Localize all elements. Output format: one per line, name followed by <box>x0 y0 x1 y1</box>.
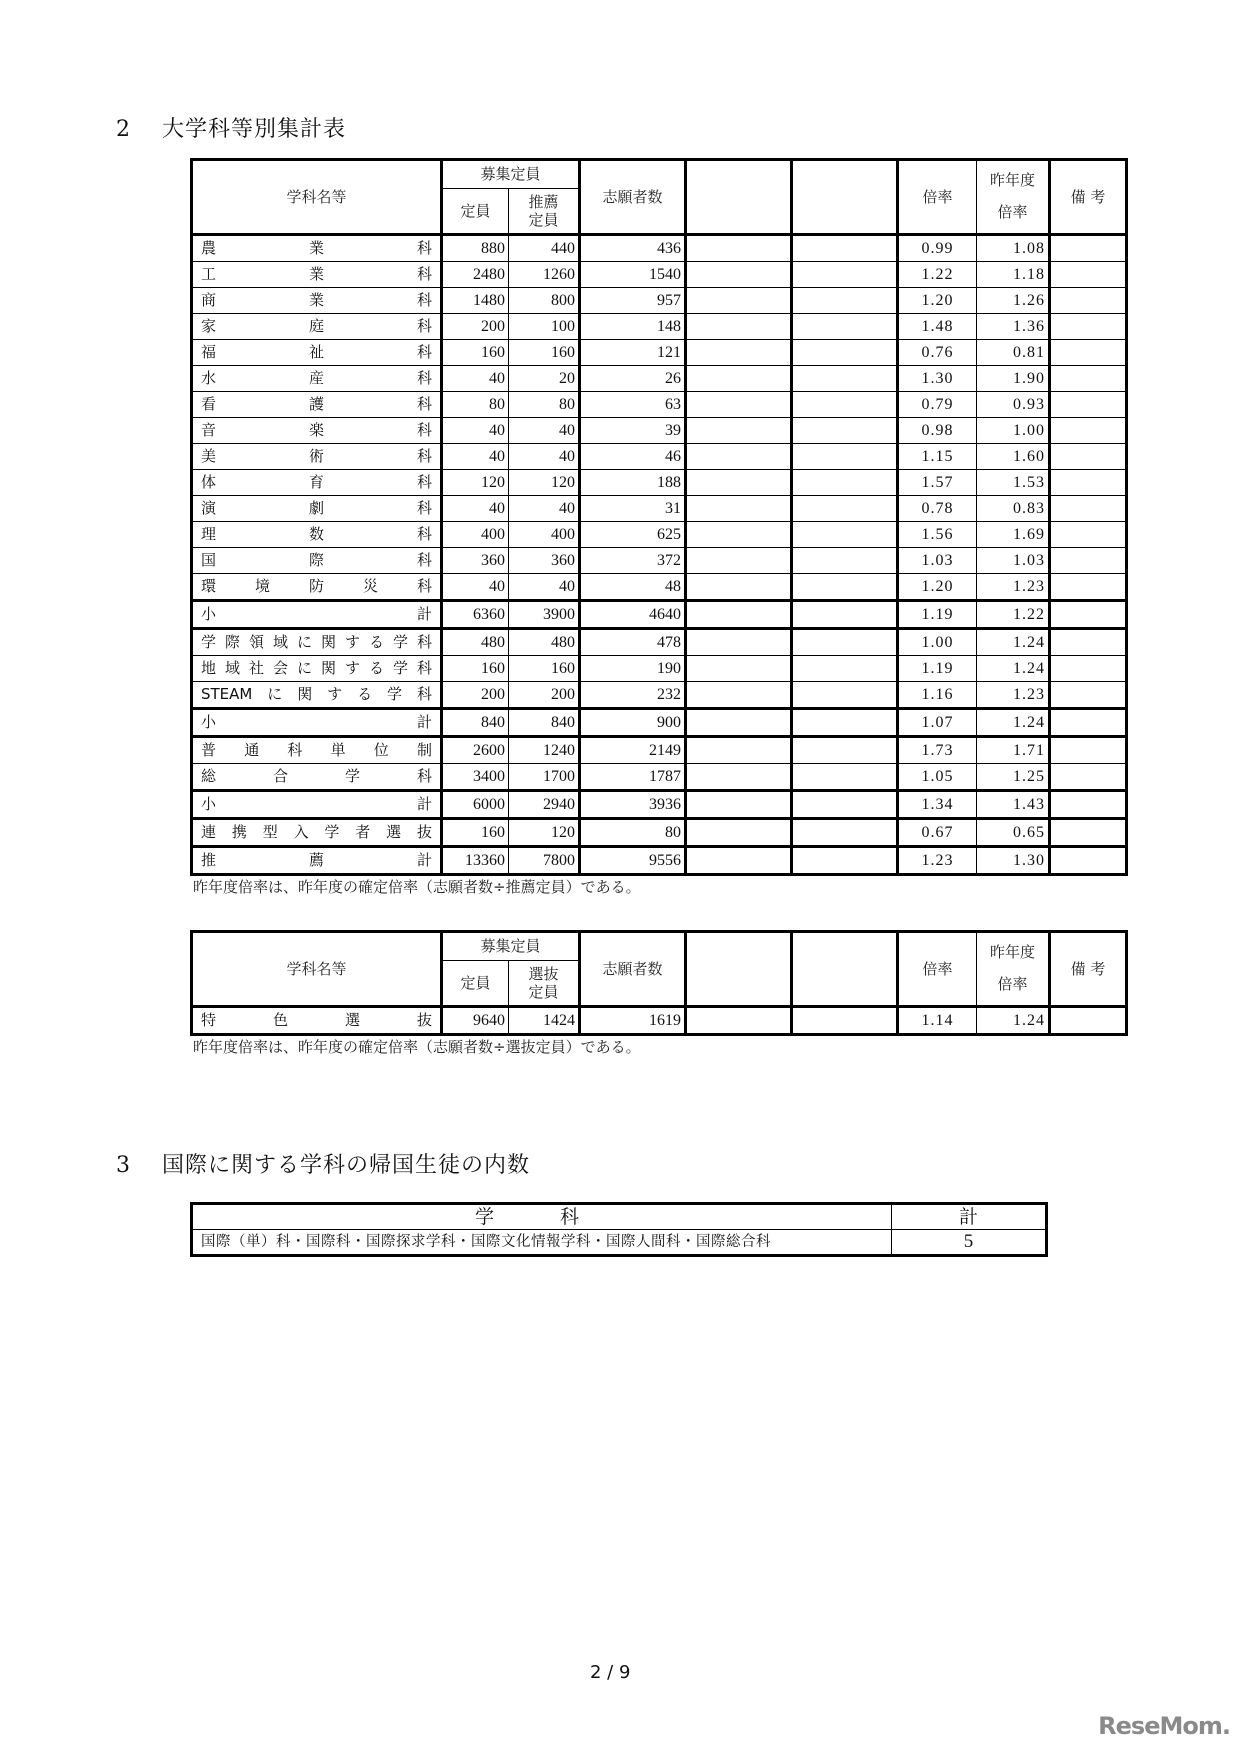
blank-cell <box>686 709 792 737</box>
dept-name: 小計 <box>192 601 442 629</box>
quota: 7800 <box>509 847 580 875</box>
capacity: 40 <box>442 418 509 444</box>
table-row <box>192 496 1127 522</box>
blank-cell <box>792 314 898 340</box>
dept-name: 地域社会に関する学科 <box>192 656 442 682</box>
capacity: 40 <box>442 574 509 601</box>
dept-name: 体育科 <box>192 470 442 496</box>
subtotal-row <box>192 601 1127 629</box>
header-ratio: 倍率 <box>898 160 977 235</box>
blank-cell <box>792 629 898 656</box>
header-ratio: 倍率 <box>898 932 977 1007</box>
capacity: 160 <box>442 656 509 682</box>
blank-cell <box>686 791 792 819</box>
applicants: 188 <box>580 470 686 496</box>
prev-ratio: 0.81 <box>977 340 1050 366</box>
table-row <box>192 366 1127 392</box>
prev-ratio: 1.69 <box>977 522 1050 548</box>
ratio: 1.30 <box>898 366 977 392</box>
blank-cell <box>792 847 898 875</box>
quota: 1260 <box>509 262 580 288</box>
header-dept-name: 学科名等 <box>192 932 442 1007</box>
blank-cell <box>686 288 792 314</box>
ratio: 1.14 <box>898 1007 977 1035</box>
ratio: 1.05 <box>898 764 977 791</box>
table-row <box>192 629 1127 656</box>
dept-name: 農業科 <box>192 235 442 262</box>
header-recruitment: 募集定員 <box>442 160 580 189</box>
header-applicants: 志願者数 <box>580 932 686 1007</box>
quota: 160 <box>509 656 580 682</box>
quota: 40 <box>509 496 580 522</box>
remarks <box>1050 847 1127 875</box>
quota: 40 <box>509 574 580 601</box>
prev-ratio: 1.53 <box>977 470 1050 496</box>
prev-ratio: 1.60 <box>977 444 1050 470</box>
ratio: 0.67 <box>898 819 977 847</box>
applicants: 232 <box>580 682 686 709</box>
section-3-number: 3 <box>116 1153 131 1178</box>
applicants: 372 <box>580 548 686 574</box>
capacity: 480 <box>442 629 509 656</box>
dept-name: 音楽科 <box>192 418 442 444</box>
ratio: 1.20 <box>898 574 977 601</box>
prev-ratio: 1.26 <box>977 288 1050 314</box>
prev-ratio: 1.90 <box>977 366 1050 392</box>
subtotal-row <box>192 847 1127 875</box>
ratio: 1.03 <box>898 548 977 574</box>
dept-name: 国際科 <box>192 548 442 574</box>
blank-cell <box>792 548 898 574</box>
blank-cell <box>686 847 792 875</box>
quota: 100 <box>509 314 580 340</box>
blank-cell <box>792 418 898 444</box>
capacity: 40 <box>442 496 509 522</box>
header-prev-ratio-line1: 昨年度 <box>990 943 1036 961</box>
capacity: 160 <box>442 819 509 847</box>
dept-name: 普通科単位制 <box>192 737 442 764</box>
applicants: 80 <box>580 819 686 847</box>
capacity: 9640 <box>442 1007 509 1035</box>
capacity: 6000 <box>442 791 509 819</box>
prev-ratio: 1.22 <box>977 601 1050 629</box>
blank-cell <box>686 656 792 682</box>
ratio: 0.99 <box>898 235 977 262</box>
dept-name: 福祉科 <box>192 340 442 366</box>
quota: 160 <box>509 340 580 366</box>
blank-cell <box>686 470 792 496</box>
capacity: 13360 <box>442 847 509 875</box>
table-row <box>192 314 1127 340</box>
capacity: 120 <box>442 470 509 496</box>
section-2-title <box>116 112 346 143</box>
ratio: 1.19 <box>898 601 977 629</box>
table-row <box>192 737 1127 764</box>
prev-ratio: 1.43 <box>977 791 1050 819</box>
prev-ratio: 0.83 <box>977 496 1050 522</box>
quota: 480 <box>509 629 580 656</box>
header-total: 計 <box>892 1204 1047 1230</box>
remarks <box>1050 574 1127 601</box>
prev-ratio: 1.08 <box>977 235 1050 262</box>
capacity: 840 <box>442 709 509 737</box>
ratio: 1.73 <box>898 737 977 764</box>
blank-cell <box>686 629 792 656</box>
header-quota-line2: 定員 <box>528 211 559 230</box>
ratio: 1.34 <box>898 791 977 819</box>
capacity: 360 <box>442 548 509 574</box>
blank-cell <box>792 709 898 737</box>
remarks <box>1050 819 1127 847</box>
blank-cell <box>792 1007 898 1035</box>
applicants: 9556 <box>580 847 686 875</box>
blank-cell <box>686 235 792 262</box>
blank-cell <box>686 764 792 791</box>
remarks <box>1050 601 1127 629</box>
blank-cell <box>792 574 898 601</box>
dept-name: 看護科 <box>192 392 442 418</box>
table-row <box>192 444 1127 470</box>
table-row <box>192 548 1127 574</box>
remarks <box>1050 392 1127 418</box>
header-quota-line1: 推薦 <box>528 193 559 212</box>
applicants: 48 <box>580 574 686 601</box>
header-capacity: 定員 <box>442 189 509 235</box>
ratio: 0.98 <box>898 418 977 444</box>
prev-ratio: 1.71 <box>977 737 1050 764</box>
remarks <box>1050 522 1127 548</box>
quota: 1700 <box>509 764 580 791</box>
department-summary-table <box>190 158 1128 876</box>
applicants: 478 <box>580 629 686 656</box>
ratio: 1.19 <box>898 656 977 682</box>
dept-name: 学際領域に関する学科 <box>192 629 442 656</box>
blank-cell <box>686 737 792 764</box>
prev-ratio: 1.30 <box>977 847 1050 875</box>
table-row <box>192 470 1127 496</box>
blank-cell <box>792 262 898 288</box>
returnee-students-table <box>190 1202 1048 1257</box>
capacity: 80 <box>442 392 509 418</box>
dept-name: 美術科 <box>192 444 442 470</box>
blank-cell <box>792 288 898 314</box>
table-row <box>192 340 1127 366</box>
capacity: 3400 <box>442 764 509 791</box>
special-selection-table <box>190 930 1128 1036</box>
dept-name: 小計 <box>192 709 442 737</box>
blank-cell <box>792 392 898 418</box>
quota: 1424 <box>509 1007 580 1035</box>
dept-list: 国際（単）科・国際科・国際探求学科・国際文化情報学科・国際人間科・国際総合科 <box>192 1230 892 1256</box>
blank-cell <box>792 366 898 392</box>
remarks <box>1050 314 1127 340</box>
capacity: 40 <box>442 444 509 470</box>
applicants: 31 <box>580 496 686 522</box>
remarks <box>1050 656 1127 682</box>
capacity: 200 <box>442 314 509 340</box>
capacity: 6360 <box>442 601 509 629</box>
returnee-total: 5 <box>892 1230 1047 1256</box>
ratio: 1.16 <box>898 682 977 709</box>
remarks <box>1050 444 1127 470</box>
table-row <box>192 574 1127 601</box>
blank-cell <box>686 262 792 288</box>
table-row <box>192 522 1127 548</box>
blank-cell <box>792 496 898 522</box>
blank-cell <box>686 548 792 574</box>
applicants: 1540 <box>580 262 686 288</box>
blank-cell <box>792 470 898 496</box>
blank-cell <box>792 764 898 791</box>
applicants: 46 <box>580 444 686 470</box>
table1-note: 昨年度倍率は、昨年度の確定倍率（志願者数÷推薦定員）である。 <box>193 878 641 896</box>
header-blank-1 <box>686 160 792 235</box>
remarks <box>1050 709 1127 737</box>
capacity: 160 <box>442 340 509 366</box>
ratio: 1.56 <box>898 522 977 548</box>
ratio: 1.22 <box>898 262 977 288</box>
applicants: 436 <box>580 235 686 262</box>
quota: 800 <box>509 288 580 314</box>
page-number: 2 / 9 <box>590 1662 631 1683</box>
section-3-title <box>116 1148 530 1179</box>
blank-cell <box>686 1007 792 1035</box>
header-prev-ratio-line2: 倍率 <box>997 975 1028 993</box>
applicants: 121 <box>580 340 686 366</box>
applicants: 957 <box>580 288 686 314</box>
prev-ratio: 1.24 <box>977 656 1050 682</box>
header-quota <box>509 961 580 1007</box>
prev-ratio: 1.03 <box>977 548 1050 574</box>
header-blank-2 <box>792 160 898 235</box>
dept-name: 特色選抜 <box>192 1007 442 1035</box>
blank-cell <box>686 392 792 418</box>
blank-cell <box>792 791 898 819</box>
quota: 3900 <box>509 601 580 629</box>
header-dept: 学 科 <box>192 1204 892 1230</box>
blank-cell <box>686 314 792 340</box>
applicants: 39 <box>580 418 686 444</box>
dept-name: 総合学科 <box>192 764 442 791</box>
blank-cell <box>792 601 898 629</box>
blank-cell <box>686 340 792 366</box>
remarks <box>1050 1007 1127 1035</box>
remarks <box>1050 764 1127 791</box>
blank-cell <box>686 418 792 444</box>
dept-name: 小計 <box>192 791 442 819</box>
header-quota <box>509 189 580 235</box>
header-blank-2 <box>792 932 898 1007</box>
blank-cell <box>686 574 792 601</box>
blank-cell <box>792 235 898 262</box>
remarks <box>1050 340 1127 366</box>
prev-ratio: 0.93 <box>977 392 1050 418</box>
prev-ratio: 1.24 <box>977 1007 1050 1035</box>
ratio: 1.00 <box>898 629 977 656</box>
quota: 400 <box>509 522 580 548</box>
remarks <box>1050 288 1127 314</box>
blank-cell <box>686 601 792 629</box>
table-row <box>192 262 1127 288</box>
prev-ratio: 1.00 <box>977 418 1050 444</box>
remarks <box>1050 682 1127 709</box>
quota: 20 <box>509 366 580 392</box>
applicants: 63 <box>580 392 686 418</box>
blank-cell <box>686 522 792 548</box>
capacity: 880 <box>442 235 509 262</box>
table-row <box>192 1007 1127 1035</box>
ratio: 1.57 <box>898 470 977 496</box>
prev-ratio: 1.23 <box>977 574 1050 601</box>
table-row <box>192 288 1127 314</box>
ratio: 1.23 <box>898 847 977 875</box>
prev-ratio: 1.24 <box>977 709 1050 737</box>
applicants: 148 <box>580 314 686 340</box>
remarks <box>1050 262 1127 288</box>
blank-cell <box>686 682 792 709</box>
dept-name: 商業科 <box>192 288 442 314</box>
remarks <box>1050 418 1127 444</box>
section-2-title-text: 大学科等別集計表 <box>162 117 347 142</box>
quota: 120 <box>509 470 580 496</box>
remarks <box>1050 548 1127 574</box>
applicants: 190 <box>580 656 686 682</box>
dept-name: 水産科 <box>192 366 442 392</box>
applicants: 26 <box>580 366 686 392</box>
blank-cell <box>792 682 898 709</box>
dept-name: 推薦計 <box>192 847 442 875</box>
header-prev-ratio <box>977 160 1050 235</box>
quota: 80 <box>509 392 580 418</box>
applicants: 3936 <box>580 791 686 819</box>
header-prev-ratio-line1: 昨年度 <box>990 171 1036 189</box>
header-remarks: 備 考 <box>1050 932 1127 1007</box>
applicants: 4640 <box>580 601 686 629</box>
dept-name: 環境防災科 <box>192 574 442 601</box>
remarks <box>1050 235 1127 262</box>
header-quota-line1: 選抜 <box>528 965 559 984</box>
blank-cell <box>792 819 898 847</box>
quota: 200 <box>509 682 580 709</box>
remarks <box>1050 366 1127 392</box>
header-blank-1 <box>686 932 792 1007</box>
ratio: 1.48 <box>898 314 977 340</box>
header-prev-ratio-line2: 倍率 <box>997 203 1028 221</box>
blank-cell <box>686 496 792 522</box>
dept-name: 工業科 <box>192 262 442 288</box>
header-dept-name: 学科名等 <box>192 160 442 235</box>
quota: 440 <box>509 235 580 262</box>
table2-note: 昨年度倍率は、昨年度の確定倍率（志願者数÷選抜定員）である。 <box>193 1038 641 1056</box>
capacity: 2600 <box>442 737 509 764</box>
table-row <box>192 682 1127 709</box>
prev-ratio: 0.65 <box>977 819 1050 847</box>
capacity: 1480 <box>442 288 509 314</box>
blank-cell <box>792 444 898 470</box>
remarks <box>1050 737 1127 764</box>
applicants: 2149 <box>580 737 686 764</box>
blank-cell <box>792 340 898 366</box>
applicants: 625 <box>580 522 686 548</box>
applicants: 1787 <box>580 764 686 791</box>
prev-ratio: 1.24 <box>977 629 1050 656</box>
ratio: 1.07 <box>898 709 977 737</box>
quota: 360 <box>509 548 580 574</box>
ratio: 0.79 <box>898 392 977 418</box>
capacity: 200 <box>442 682 509 709</box>
blank-cell <box>792 656 898 682</box>
header-applicants: 志願者数 <box>580 160 686 235</box>
remarks <box>1050 629 1127 656</box>
subtotal-row <box>192 709 1127 737</box>
dept-name: 理数科 <box>192 522 442 548</box>
prev-ratio: 1.25 <box>977 764 1050 791</box>
quota: 840 <box>509 709 580 737</box>
applicants: 900 <box>580 709 686 737</box>
dept-name: 連携型入学者選抜 <box>192 819 442 847</box>
dept-name: 家庭科 <box>192 314 442 340</box>
capacity: 2480 <box>442 262 509 288</box>
section-3-title-text: 国際に関する学科の帰国生徒の内数 <box>162 1153 531 1178</box>
quota: 40 <box>509 418 580 444</box>
subtotal-row <box>192 791 1127 819</box>
header-capacity: 定員 <box>442 961 509 1007</box>
table-row <box>192 819 1127 847</box>
quota: 40 <box>509 444 580 470</box>
capacity: 40 <box>442 366 509 392</box>
applicants: 1619 <box>580 1007 686 1035</box>
blank-cell <box>686 366 792 392</box>
header-prev-ratio <box>977 932 1050 1007</box>
section-2-number: 2 <box>116 117 131 142</box>
dept-name: STEAMに関する学科 <box>192 682 442 709</box>
prev-ratio: 1.23 <box>977 682 1050 709</box>
ratio: 0.76 <box>898 340 977 366</box>
resemom-logo: ReseMom. <box>1098 1712 1230 1740</box>
quota: 120 <box>509 819 580 847</box>
ratio: 0.78 <box>898 496 977 522</box>
dept-name: 演劇科 <box>192 496 442 522</box>
remarks <box>1050 791 1127 819</box>
header-recruitment: 募集定員 <box>442 932 580 961</box>
table-row <box>192 235 1127 262</box>
blank-cell <box>792 522 898 548</box>
table-row <box>192 656 1127 682</box>
prev-ratio: 1.36 <box>977 314 1050 340</box>
prev-ratio: 1.18 <box>977 262 1050 288</box>
table-row <box>192 392 1127 418</box>
header-quota-line2: 定員 <box>528 983 559 1002</box>
ratio: 1.20 <box>898 288 977 314</box>
remarks <box>1050 496 1127 522</box>
table-row <box>192 418 1127 444</box>
remarks <box>1050 470 1127 496</box>
header-remarks: 備 考 <box>1050 160 1127 235</box>
blank-cell <box>686 819 792 847</box>
capacity: 400 <box>442 522 509 548</box>
quota: 2940 <box>509 791 580 819</box>
table-row <box>192 764 1127 791</box>
ratio: 1.15 <box>898 444 977 470</box>
quota: 1240 <box>509 737 580 764</box>
blank-cell <box>686 444 792 470</box>
blank-cell <box>792 737 898 764</box>
